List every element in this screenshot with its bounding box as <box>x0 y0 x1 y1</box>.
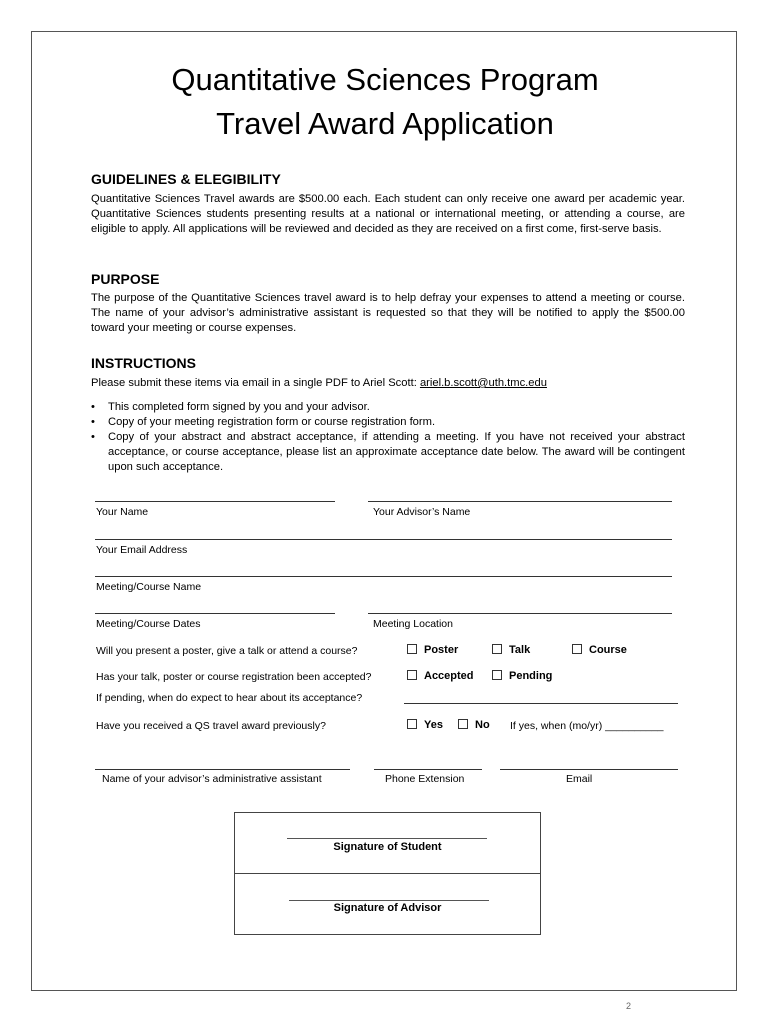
instructions-intro-text: Please submit these items via email in a single PDF to Ariel Scott: <box>91 377 420 389</box>
guidelines-heading: GUIDELINES & ELEGIBILITY <box>91 171 281 187</box>
instructions-list <box>91 400 685 475</box>
advisor-signature-field[interactable] <box>289 900 489 901</box>
poster-checkbox[interactable] <box>407 644 458 656</box>
purpose-text: The purpose of the Quantitative Sciences travel award is to help defray your expenses to attend a meeting or course. The name of your advisor’s administrative assistant is requested so that they will be notified to apply the $500.00 toward your meeting or course expenses. <box>91 292 685 334</box>
student-signature-field[interactable] <box>287 838 487 839</box>
meeting-location-label: Meeting Location <box>373 618 453 630</box>
course-checkbox[interactable] <box>572 644 627 656</box>
talk-option-label: Talk <box>509 644 531 656</box>
pending-when-field[interactable] <box>404 703 678 704</box>
no-option-label: No <box>475 719 490 731</box>
meeting-dates-label: Meeting/Course Dates <box>96 618 201 630</box>
meeting-name-field[interactable] <box>95 576 672 577</box>
contact-email-field[interactable] <box>500 769 678 770</box>
advisor-signature-label: Signature of Advisor <box>333 902 442 914</box>
accepted-checkbox[interactable] <box>407 670 474 682</box>
form-title-line1: Quantitative Sciences Program <box>171 62 599 97</box>
checkbox-icon <box>407 644 417 654</box>
signature-box <box>234 812 541 935</box>
accepted-question-label: Has your talk, poster or course registration been accepted? <box>96 671 372 683</box>
page-number: 2 <box>626 1001 632 1011</box>
student-signature-label: Signature of Student <box>333 841 442 853</box>
checkbox-icon <box>458 719 468 729</box>
phone-extension-field[interactable] <box>374 769 482 770</box>
contact-email-link[interactable]: ariel.b.scott@uth.tmc.edu <box>419 377 547 389</box>
your-name-label: Your Name <box>96 506 149 518</box>
instructions-heading: INSTRUCTIONS <box>91 355 196 371</box>
instructions-intro <box>91 376 685 391</box>
yes-checkbox[interactable] <box>407 719 443 731</box>
advisor-name-label: Your Advisor’s Name <box>373 506 471 518</box>
phone-extension-label: Phone Extension <box>385 773 465 785</box>
no-checkbox[interactable] <box>458 719 490 731</box>
poster-option-label: Poster <box>424 644 459 656</box>
pending-when-label: If pending, when do expect to hear about its acceptance? <box>96 692 363 704</box>
checkbox-icon <box>407 719 417 729</box>
previous-award-label: Have you received a QS travel award previously? <box>96 720 326 732</box>
accepted-option-label: Accepted <box>424 670 474 682</box>
your-name-field[interactable] <box>95 501 335 502</box>
purpose-heading: PURPOSE <box>91 271 160 287</box>
meeting-name-label: Meeting/Course Name <box>96 581 202 593</box>
instruction-item: • This completed form signed by you and your advisor. <box>91 400 685 415</box>
admin-assistant-label: Name of your advisor’s administrative assistant <box>102 773 322 785</box>
contact-email-label: Email <box>566 773 593 785</box>
email-label: Your Email Address <box>96 544 188 556</box>
course-option-label: Course <box>589 644 627 656</box>
previous-when-label[interactable]: If yes, when (mo/yr) __________ <box>510 720 664 732</box>
instruction-item: • Copy of your meeting registration form or course registration form. <box>91 415 685 430</box>
advisor-name-field[interactable] <box>368 501 672 502</box>
meeting-location-field[interactable] <box>368 613 672 614</box>
checkbox-icon <box>572 644 582 654</box>
admin-assistant-field[interactable] <box>95 769 350 770</box>
pending-checkbox[interactable] <box>492 670 552 682</box>
checkbox-icon <box>492 644 502 654</box>
meeting-dates-field[interactable] <box>95 613 335 614</box>
yes-option-label: Yes <box>424 719 443 731</box>
email-field[interactable] <box>95 539 672 540</box>
signature-divider <box>235 873 540 874</box>
form-title-line2: Travel Award Application <box>216 106 554 141</box>
checkbox-icon <box>492 670 502 680</box>
instruction-item: • Copy of your abstract and abstract acceptance, if attending a meeting. If you have not received your abstract acceptance, or course acceptance, please list an approximate acceptance date below. The award will be contingent upon such acceptance. <box>91 430 685 475</box>
guidelines-text: Quantitative Sciences Travel awards are $500.00 each. Each student can only receive one award per academic year. Quantitative Sciences students presenting results at a national or international meeting, or attending a course, are eligible to apply. All applications will be reviewed and decided as they are received on a first come, first-serve basis. <box>91 193 685 235</box>
checkbox-icon <box>407 670 417 680</box>
present-question-label: Will you present a poster, give a talk or attend a course? <box>96 645 358 657</box>
talk-checkbox[interactable] <box>492 644 530 656</box>
pending-option-label: Pending <box>509 670 553 682</box>
